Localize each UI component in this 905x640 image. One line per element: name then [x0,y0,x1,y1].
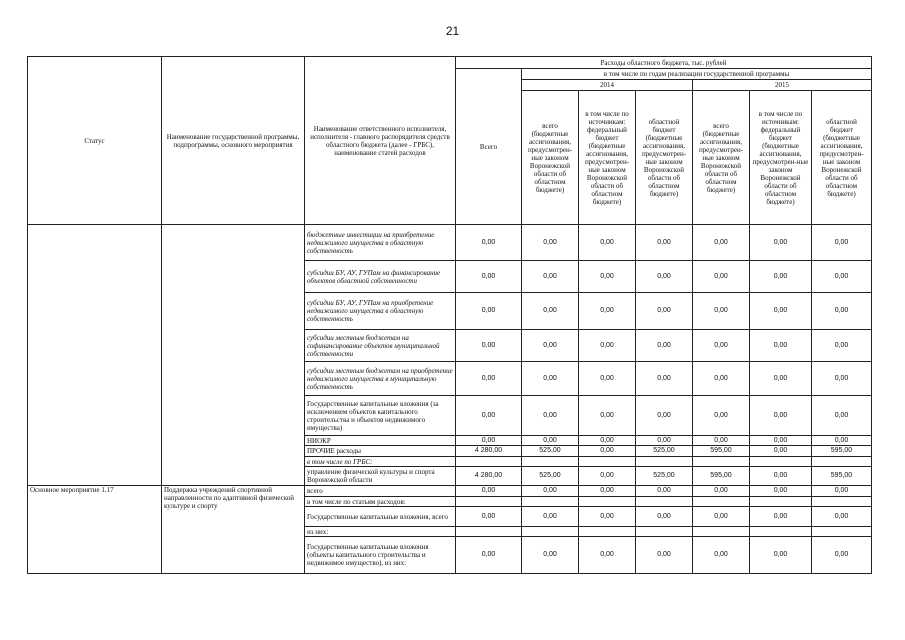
header-by-years: в том числе по годам реализации государственной программы [522,69,872,80]
value-cell: 0,00 [522,362,579,396]
value-cell: 0,00 [750,396,812,436]
value-cell: 0,00 [750,486,812,497]
value-cell: 0,00 [456,293,522,330]
value-cell: 0,00 [456,537,522,574]
value-cell: 525,00 [522,446,579,457]
program-name-cell [162,225,305,486]
value-cell: 0,00 [579,486,636,497]
header-regional-2015: областной бюджет (бюджетные ассигнования, предусмотрен-ные законом Воронежской области об областном бюджете) [812,91,872,225]
value-cell: 0,00 [750,507,812,527]
value-cell: 0,00 [636,330,693,362]
header-federal-2014: федеральный бюджет (бюджетные ассигнования, предусмотрен-ные законом Воронежской области об областном бюджете) [584,125,630,206]
row-label: бюджетные инвестиции на приобретение недвижимого имущества в областную собственность [305,225,456,261]
measure-status: Основное мероприятие 1.17 [28,486,162,574]
value-cell: 0,00 [693,261,750,293]
header-executor: Наименование ответственного исполнителя, исполнителя - главного распорядителя средств областного бюджета (далее - ГРБС), наименование статей расходов [305,57,456,225]
header-total: Всего [456,69,522,225]
row-label: Государственные капитальные вложения (за исключением объектов капитального строительства и объектов недвижимого имущества) [305,396,456,436]
value-cell: 0,00 [636,362,693,396]
header-by-sources-2015: в том числе по источникам: [758,109,803,126]
value-cell: 0,00 [522,507,579,527]
value-cell: 0,00 [750,330,812,362]
value-cell: 0,00 [693,486,750,497]
table-row [28,225,872,261]
value-cell: 0,00 [579,436,636,446]
header-regional-2014: областной бюджет (бюджетные ассигнования, предусмотрен-ные законом Воронежской области об областном бюджете) [636,91,693,225]
value-cell: 0,00 [456,330,522,362]
value-cell: 0,00 [456,507,522,527]
value-cell: 0,00 [750,446,812,457]
status-cell [28,225,162,486]
value-cell: 0,00 [636,261,693,293]
value-cell: 0,00 [579,293,636,330]
value-cell: 0,00 [579,362,636,396]
table-row [28,486,872,497]
row-label: субсидии БУ, АУ, ГУПам на приобретение недвижимого имущества в областную собственность [305,293,456,330]
value-cell: 0,00 [812,537,872,574]
header-year-2015: 2015 [693,80,872,91]
header-status: Статус [28,57,162,225]
row-label: НИОКР [305,436,456,446]
value-cell: 0,00 [636,225,693,261]
header-federal-2015: федеральный бюджет (бюджетные ассигнования, предусмотрен-ные законом Воронежской области об областном бюджете) [752,125,809,206]
value-cell: 0,00 [579,467,636,486]
value-cell: 0,00 [456,362,522,396]
row-label: Государственные капитальные вложения (объекты капитального строительства и недвижимое имущество), из них: [305,537,456,574]
value-cell: 0,00 [812,293,872,330]
value-cell: 0,00 [693,362,750,396]
value-cell: 0,00 [812,330,872,362]
value-cell: 0,00 [456,261,522,293]
header-by-sources-2014: в том числе по источникам: [585,109,629,126]
value-cell: 525,00 [522,467,579,486]
value-cell: 0,00 [456,436,522,446]
page-number: 21 [445,24,460,38]
value-cell: 0,00 [693,330,750,362]
value-cell: 0,00 [750,362,812,396]
value-cell: 0,00 [750,467,812,486]
value-cell: 0,00 [579,330,636,362]
budget-table [27,56,872,574]
value-cell: 4 280,00 [456,467,522,486]
row-label: из них: [305,527,456,537]
value-cell: 0,00 [693,436,750,446]
value-cell: 0,00 [750,261,812,293]
header-sources-2015 [750,91,812,225]
header-sources-2014 [579,91,636,225]
row-label: субсидии местным бюджетам на софинансирование объектов муниципальной собственности [305,330,456,362]
value-cell: 0,00 [636,507,693,527]
value-cell: 0,00 [636,436,693,446]
value-cell: 0,00 [579,396,636,436]
value-cell: 0,00 [522,261,579,293]
value-cell: 0,00 [579,261,636,293]
value-cell: 0,00 [456,486,522,497]
header-total-2015: всего (бюджетные ассигнования, предусмотрен-ные законом Воронежской области об областном бюджете) [693,91,750,225]
value-cell: 0,00 [750,293,812,330]
value-cell: 0,00 [579,507,636,527]
row-label: субсидии местным бюджетам на приобретение недвижимого имущества в муниципальную собственность [305,362,456,396]
value-cell: 595,00 [812,467,872,486]
value-cell: 0,00 [522,396,579,436]
value-cell: 0,00 [750,225,812,261]
value-cell: 0,00 [522,225,579,261]
header-expenses: Расходы областного бюджета, тыс. рублей [456,57,872,69]
measure-name: Поддержка учреждений спортивной направленности по адаптивной физической культуре и спорту [162,486,305,574]
value-cell: 0,00 [579,225,636,261]
value-cell: 0,00 [636,396,693,436]
value-cell: 0,00 [812,396,872,436]
value-cell: 0,00 [812,486,872,497]
value-cell: 0,00 [636,293,693,330]
row-label: субсидии БУ, АУ, ГУПам на финансирование объектов областной собственности [305,261,456,293]
value-cell: 0,00 [522,293,579,330]
value-cell: 0,00 [636,486,693,497]
value-cell: 0,00 [522,436,579,446]
value-cell: 0,00 [693,225,750,261]
row-label: в том числе по ГРБС: [305,457,456,467]
value-cell: 595,00 [812,446,872,457]
value-cell: 0,00 [750,436,812,446]
value-cell: 0,00 [579,446,636,457]
value-cell: 595,00 [693,467,750,486]
value-cell: 0,00 [456,396,522,436]
value-cell: 0,00 [579,537,636,574]
value-cell: 0,00 [522,486,579,497]
value-cell: 0,00 [750,537,812,574]
value-cell: 0,00 [522,537,579,574]
value-cell: 4 280,00 [456,446,522,457]
row-label: всего [305,486,456,497]
row-label: ПРОЧИЕ расходы [305,446,456,457]
value-cell: 0,00 [693,507,750,527]
value-cell: 595,00 [693,446,750,457]
value-cell: 0,00 [522,330,579,362]
row-label: Государственные капитальные вложения, всего [305,507,456,527]
header-program-name: Наименование государственной программы, подпрограммы, основного мероприятия [162,57,305,225]
value-cell: 0,00 [812,225,872,261]
value-cell: 0,00 [812,362,872,396]
value-cell: 525,00 [636,467,693,486]
value-cell: 0,00 [636,537,693,574]
row-label: в том числе по статьям расходов: [305,497,456,507]
row-label: управление физической культуры и спорта Воронежской области [305,467,456,486]
value-cell: 0,00 [812,261,872,293]
header-total-2014: всего (бюджетные ассигнования, предусмотрен-ные законом Воронежской области об областном бюджете) [522,91,579,225]
value-cell: 0,00 [693,537,750,574]
value-cell: 0,00 [812,436,872,446]
value-cell: 525,00 [636,446,693,457]
value-cell: 0,00 [693,396,750,436]
value-cell: 0,00 [456,225,522,261]
value-cell: 0,00 [693,293,750,330]
header-year-2014: 2014 [522,80,693,91]
value-cell: 0,00 [812,507,872,527]
